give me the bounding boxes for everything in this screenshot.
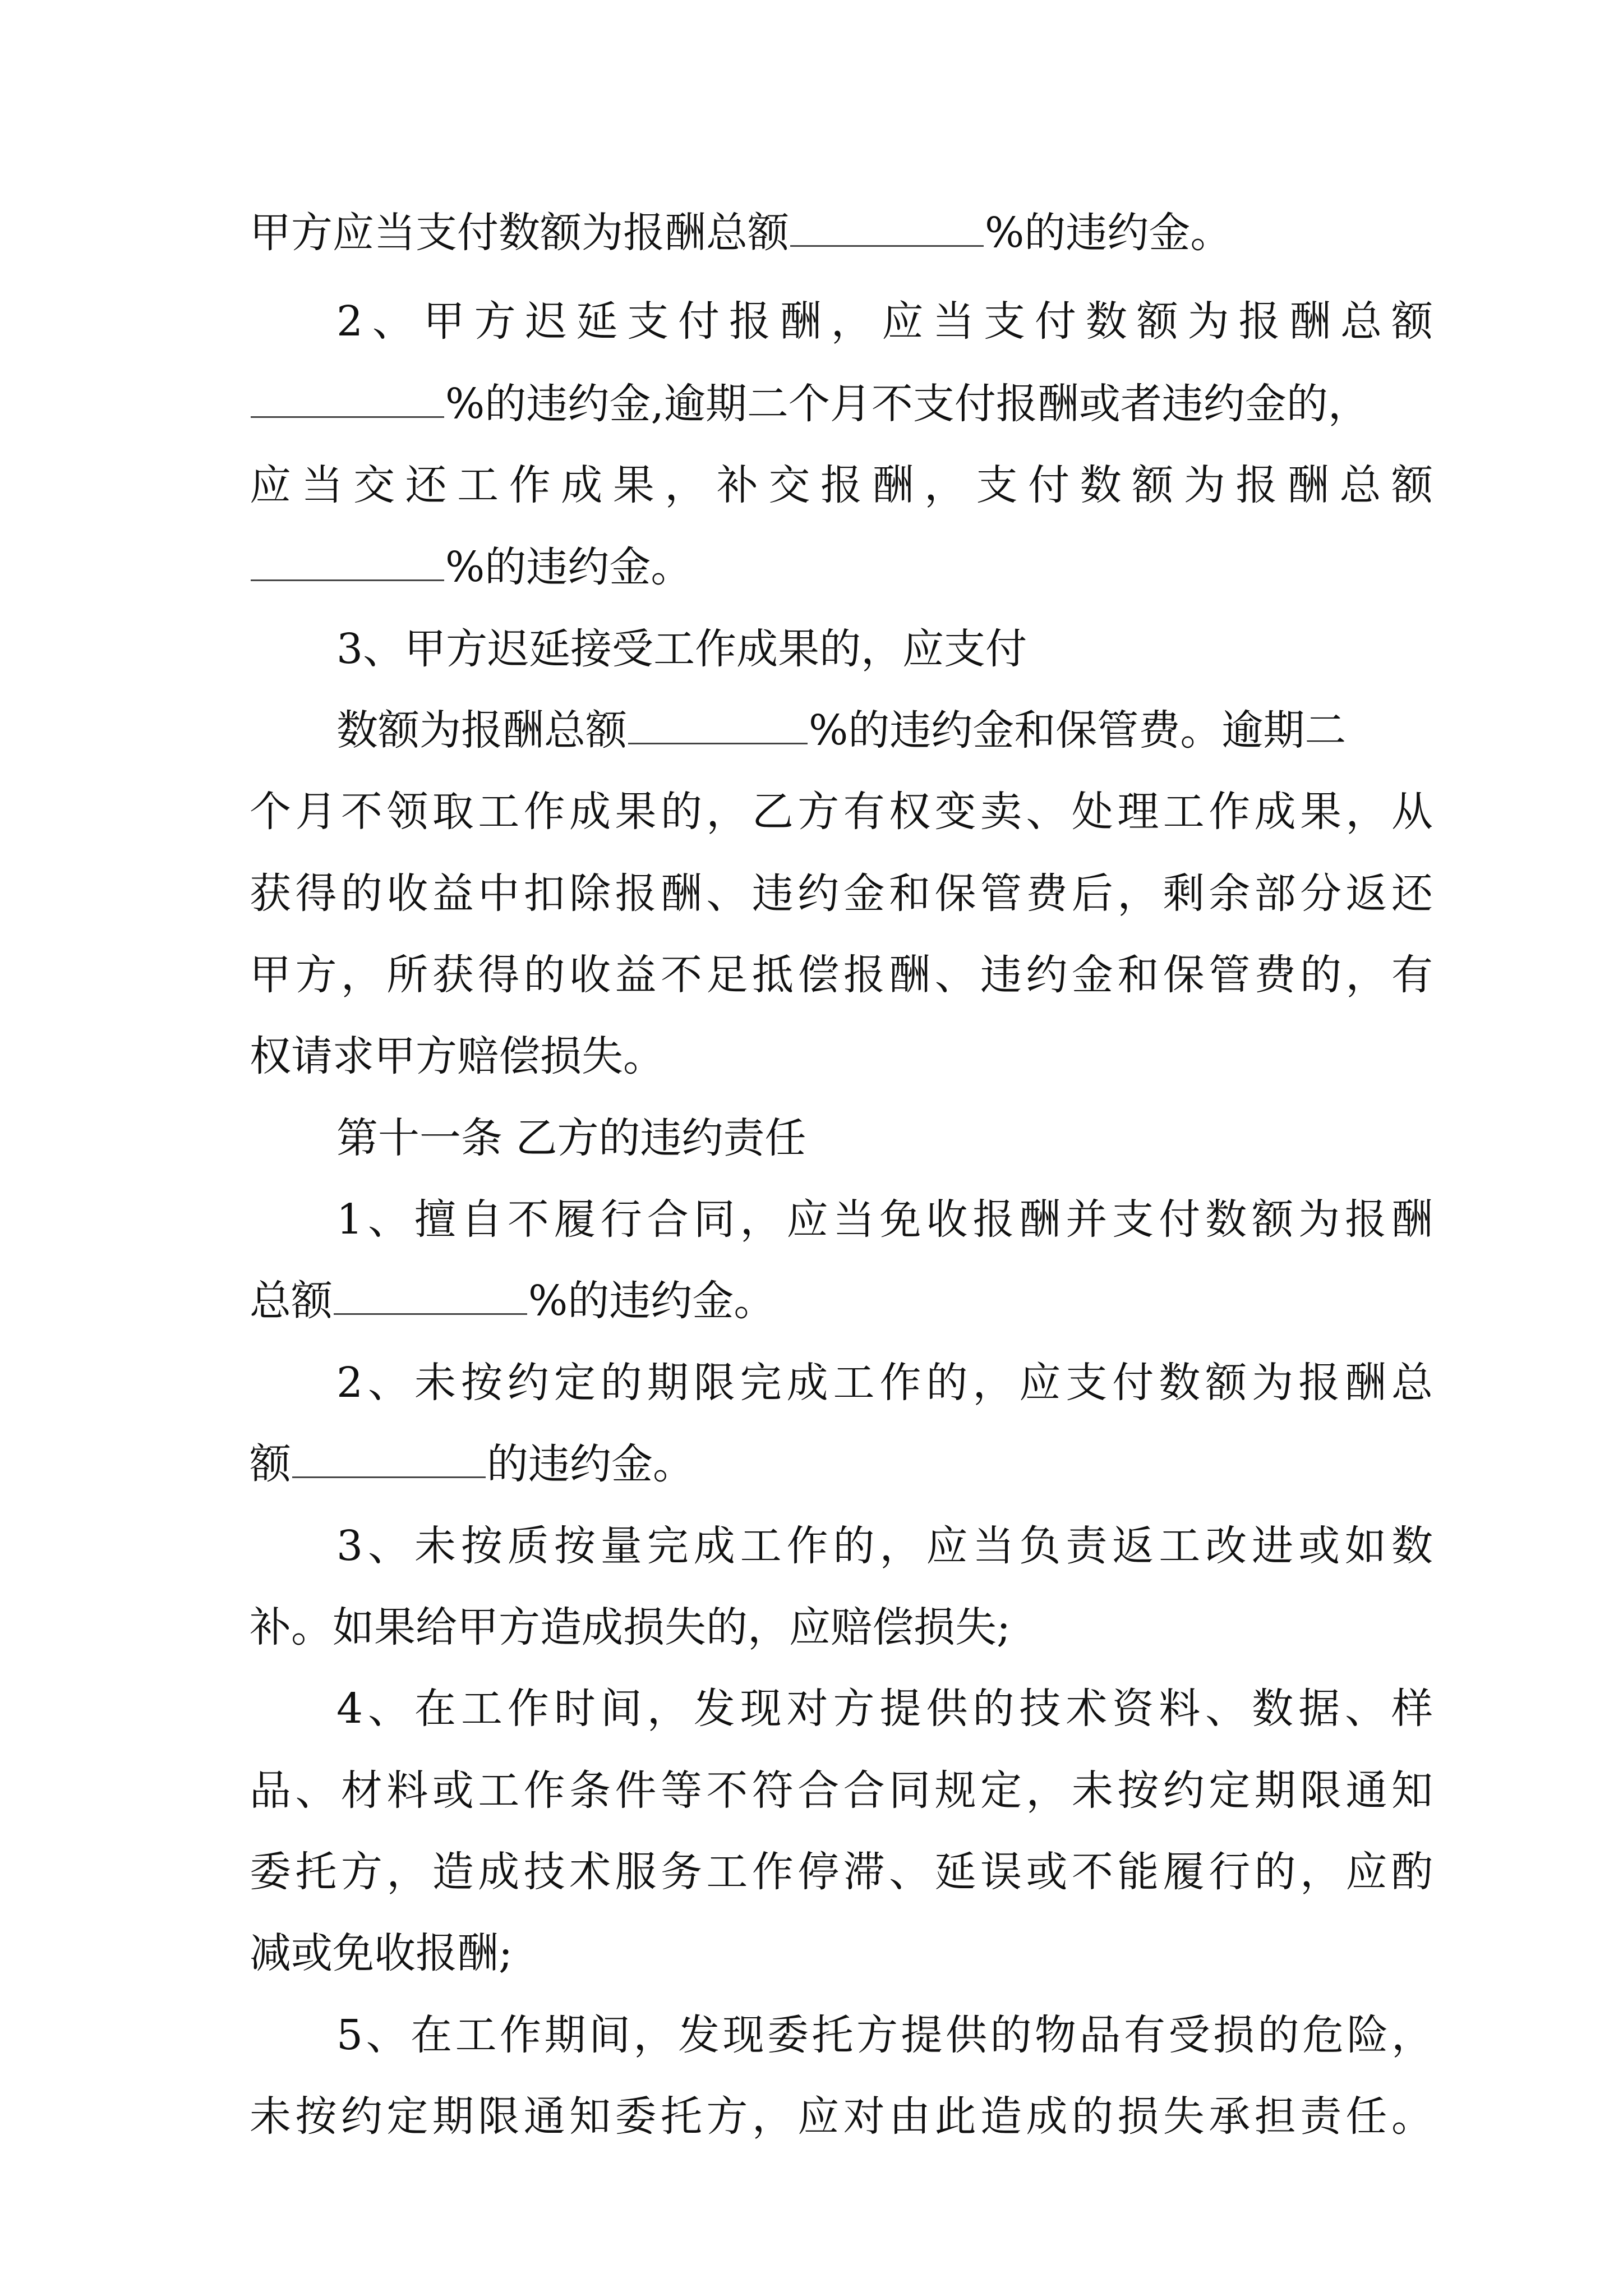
text-line [250, 1757, 1433, 1824]
text-line [250, 1838, 1433, 1906]
line-text: 甲方应当支付数额为报酬总额 [250, 209, 789, 257]
line-text: 应当交还工作成果，补交报酬，支付数额为报酬总额 [250, 461, 1433, 509]
text-line [250, 452, 1433, 519]
line-text: 数额为报酬总额 [336, 706, 627, 754]
line-text: %的违约金。 [445, 543, 693, 591]
text-line [336, 615, 1433, 683]
line-text: 4、在工作时间，发现对方提供的技术资料、数据、样 [336, 1685, 1433, 1733]
text-line [336, 1512, 1433, 1580]
line-text: 获得的收益中扣除报酬、违约金和保管费后，剩余部分返还 [250, 869, 1433, 918]
text-line [250, 778, 1433, 845]
text-line [250, 533, 1433, 601]
blank-underline [251, 542, 444, 581]
line-text: 品、材料或工作条件等不符合合同规定，未按约定期限通知 [250, 1766, 1433, 1815]
text-line [336, 1675, 1433, 1742]
blank-underline [251, 379, 444, 418]
line-text: 减或免收报酬; [250, 1929, 513, 1977]
text-line [250, 1594, 1433, 1661]
blank-underline [790, 208, 984, 247]
text-line [250, 1920, 1433, 1987]
text-line [250, 1267, 1433, 1335]
line-text: %的违约金。 [985, 209, 1232, 257]
line-text: 额 [250, 1440, 291, 1488]
blank-underline [628, 706, 808, 744]
text-line [336, 288, 1433, 355]
line-text: 3、未按质按量完成工作的，应当负责返工改进或如数 [336, 1522, 1433, 1570]
line-text: %的违约金和保管费。逾期二 [809, 706, 1347, 754]
line-text: 委托方，造成技术服务工作停滞、延误或不能履行的，应酌 [250, 1848, 1433, 1896]
text-line [336, 2001, 1433, 2069]
line-text: 1、擅自不履行合同，应当免收报酬并支付数额为报酬 [336, 1195, 1433, 1244]
line-text: 的违约金。 [487, 1440, 694, 1488]
line-text: 未按约定期限通知委托方，应对由此造成的损失承担责任。 [250, 2092, 1433, 2141]
text-line [250, 2083, 1433, 2150]
line-text: 2、甲方迟延支付报酬，应当支付数额为报酬总额 [336, 297, 1433, 346]
line-text: 甲方，所获得的收益不足抵偿报酬、违约金和保管费的，有 [250, 951, 1433, 999]
line-text: 第十一条 乙方的违约责任 [336, 1114, 806, 1162]
section-heading [336, 1105, 1433, 1172]
line-text: 5、在工作期间，发现委托方提供的物品有受损的危险， [336, 2011, 1433, 2059]
line-text: %的违约金。 [528, 1277, 776, 1325]
blank-underline [292, 1439, 486, 1478]
text-line [250, 860, 1433, 927]
line-text: 总额 [250, 1277, 333, 1325]
text-line [250, 370, 1433, 438]
blank-underline [334, 1276, 527, 1315]
line-text: 3、甲方迟延接受工作成果的，应支付 [336, 625, 1027, 673]
line-text: 权请求甲方赔偿损失。 [250, 1032, 665, 1080]
text-line [250, 941, 1433, 1009]
text-line [336, 1186, 1433, 1253]
text-line [250, 1023, 1433, 1090]
line-text: 补。如果给甲方造成损失的，应赔偿损失; [250, 1603, 1011, 1651]
line-text: 个月不领取工作成果的，乙方有权变卖、处理工作成果，从 [250, 788, 1433, 836]
text-line [250, 199, 1433, 266]
line-text: %的违约金,逾期二个月不支付报酬或者违约金的， [445, 380, 1370, 428]
line-text: 2、未按约定的期限完成工作的，应支付数额为报酬总 [336, 1359, 1433, 1407]
text-line [336, 1349, 1433, 1416]
text-line [336, 697, 1433, 764]
text-line [250, 1430, 1433, 1498]
